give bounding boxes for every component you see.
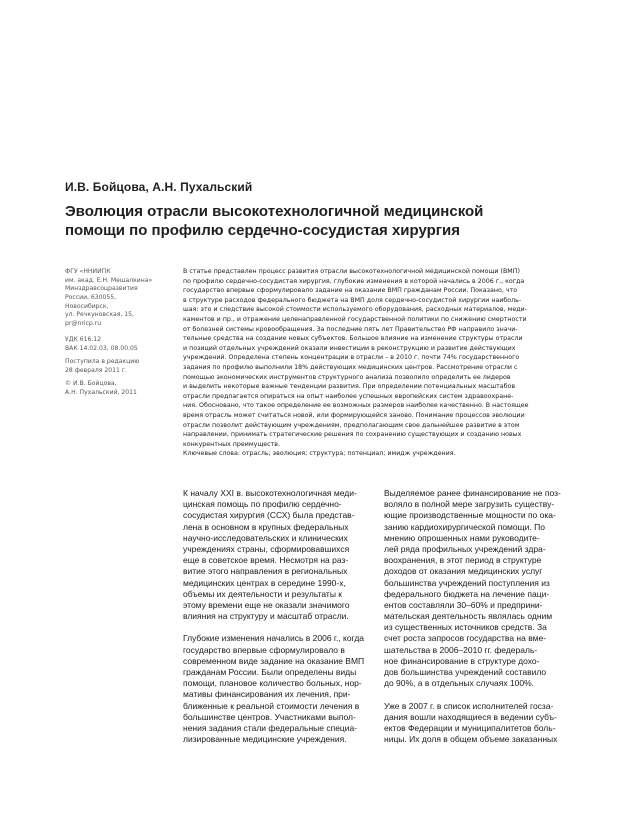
body-line: Глубокие изменения начались в 2006 г., когда bbox=[183, 633, 365, 644]
body-line: Уже в 2007 г. в список исполнителей госза- bbox=[384, 700, 554, 711]
body-line: гражданам России. Были определены виды bbox=[183, 667, 357, 677]
abstract-line: в структуре расходов федерального бюджета на ВМП доля сердечно-сосудистой хирургии наиболь- bbox=[183, 296, 522, 304]
affiliation-line: Новосибирск, bbox=[65, 302, 109, 310]
abstract-line: учреждений. Определена степень концентрации в отрасли – в 2010 г. почти 74% государственного bbox=[183, 354, 520, 362]
body-line: этому времени еще не оказали значимого bbox=[183, 599, 350, 610]
body-line: медицинских центрах в середине 1990-х, bbox=[183, 577, 346, 588]
affiliation-line: ул. Речкуновская, 15, bbox=[65, 311, 134, 319]
paragraph-gap bbox=[183, 622, 381, 633]
abstract-line: ния. Обосновано, что такое определение ее возможных размеров наиболее качественно. В настоящее bbox=[183, 402, 529, 410]
received-date bbox=[65, 358, 175, 375]
body-line: федерального бюджета на лечение паци- bbox=[384, 588, 550, 599]
abstract bbox=[183, 267, 581, 459]
body-line: воляло в полной мере загрузить существу- bbox=[384, 499, 555, 510]
abstract-line: государство впервые сформулировало задание на оказание ВМП гражданам России. Показано, что bbox=[183, 287, 518, 295]
body-line: воохранения, в этот период в структуре bbox=[384, 555, 542, 566]
body-line: до 90%, а в отдельных случаях 100%. bbox=[384, 678, 535, 689]
abstract-line: тельные средства на создание новых субъектов. Большое влияние на изменение структуры отрасли bbox=[183, 335, 523, 343]
copyright-line: © И.В. Бойцова, bbox=[65, 380, 117, 387]
body-line: научно-исследовательских и клинических bbox=[183, 532, 348, 543]
body-line: ное финансирование в структуре дохо- bbox=[384, 655, 540, 666]
body-line: ющие производственные мощности по ока- bbox=[384, 510, 556, 521]
body-line: доходов от оказания медицинских услуг bbox=[384, 566, 543, 577]
body-line: нения задания стали федеральные специа- bbox=[183, 722, 358, 733]
body-line: дов большинства учреждений составило bbox=[384, 667, 547, 677]
classification-line: УДК 616.12 bbox=[65, 336, 102, 343]
body-line: Выделяемое ранее финансирование не поз- bbox=[384, 488, 561, 498]
abstract-line: задания по профилю выполнили 18% действующих медицинских центров. Рассмотрение отрасли с bbox=[183, 363, 518, 371]
abstract-line: и выделить некоторые важные тенденции развития. При определении потенциальных масштабов bbox=[183, 383, 516, 391]
body-column-left bbox=[183, 488, 381, 745]
body-line: ницы. Их доля в общем объеме заказанных bbox=[384, 734, 558, 745]
article-title bbox=[65, 202, 565, 240]
body-line: лей ряда профильных учреждений здра- bbox=[384, 543, 546, 554]
affiliation-line: Минздравсоцразвития bbox=[65, 285, 138, 293]
body-line: К началу XXI в. высокотехнологичная меди- bbox=[183, 488, 357, 498]
body-line: большинстве центров. Участниками выпол- bbox=[183, 711, 356, 722]
title-line: Эволюция отрасли высокотехнологичной медицинской bbox=[65, 203, 484, 220]
keywords-line: Ключевые слова: отрасль; эволюция; структура; потенциал; имидж учреждения. bbox=[183, 450, 456, 458]
abstract-line: время отрасль может считаться новой, или формирующейся заново. Понимание процессов эволюции bbox=[183, 411, 525, 419]
abstract-line: конкурентных преимуществ. bbox=[183, 440, 280, 448]
body-line: ентов составляли 30–60% и предприни- bbox=[384, 599, 543, 610]
classification-line: ВАК 14.02.03, 08.00.05 bbox=[65, 344, 138, 352]
body-line: большинства учреждений поступления из bbox=[384, 577, 550, 588]
body-line: дания вошли находящиеся в ведении субъ- bbox=[384, 711, 557, 722]
affiliation-line: России, 630055, bbox=[65, 294, 117, 302]
body-line: из существенных источников средств. За bbox=[384, 622, 547, 633]
abstract-line: и позиций отдельных учреждений оказали инвестиции в реконструкцию и развитие действующих bbox=[183, 344, 516, 352]
affiliation-line: им. акад. Е.Н. Мешалкина» bbox=[65, 276, 153, 284]
body-line: влияния на структуру и масштаб отрасли. bbox=[183, 611, 349, 622]
body-line: мативы финансирования их лечения, при- bbox=[183, 689, 351, 700]
copyright-line: А.Н. Пухальский, 2011 bbox=[65, 388, 137, 396]
received-line: Поступила в редакцию bbox=[65, 358, 140, 365]
abstract-line: отрасли позволит действующим учреждениям, предполагающим свое дальнейшее развитие в этом bbox=[183, 421, 520, 429]
body-line: занию кардиохирургической помощи. По bbox=[384, 521, 545, 532]
body-line: ектов Федерации и муниципалитетов боль- bbox=[384, 722, 556, 733]
abstract-line: направлении, принимать стратегические решения по сохранению существующих и созданию новых bbox=[183, 431, 522, 439]
body-line: счет роста запросов государства на вме- bbox=[384, 633, 547, 644]
body-line: еще в советское время. Несмотря на раз- bbox=[183, 555, 349, 566]
title-line: помощи по профилю сердечно-сосудистая хирургия bbox=[65, 222, 461, 239]
body-line: шательства в 2006–2010 гг. федераль- bbox=[384, 644, 538, 655]
body-line: мательская деятельность являлась одним bbox=[384, 611, 553, 622]
body-line: ближенные к реальной стоимости лечения в bbox=[183, 700, 360, 711]
affiliation-line: pr@nricp.ru bbox=[65, 320, 102, 328]
body-line: сосудистая хирургия (ССХ) была представ- bbox=[183, 510, 355, 521]
body-line: цинская помощь по профилю сердечно- bbox=[183, 499, 342, 510]
body-line: витие этого направления в региональных bbox=[183, 566, 348, 577]
copyright bbox=[65, 380, 175, 397]
body-line: государство впервые сформулировало в bbox=[183, 644, 345, 655]
abstract-line: помощью экономических инструментов структурного анализа позволило определить ее лидеров bbox=[183, 373, 511, 381]
author-affiliation bbox=[65, 268, 175, 329]
authors: И.В. Бойцова, А.Н. Пухальский bbox=[65, 180, 253, 194]
received-line: 28 февраля 2011 г. bbox=[65, 366, 127, 374]
body-line: объемы их деятельности и результаты к bbox=[183, 588, 343, 599]
affiliation-line: ФГУ «ННИИПК bbox=[65, 268, 111, 275]
abstract-line: отрасли предлагается опираться на опыт наиболее успешных европейских систем здравоохране- bbox=[183, 392, 514, 400]
abstract-line: каментов и пр., и отражение целенаправленной государственной политики по снижению смертности bbox=[183, 315, 527, 323]
abstract-line: В статье представлен процесс развития отрасли высокотехнологичной медицинской помощи (ВМП) bbox=[183, 268, 520, 275]
body-line: лизированные медицинские учреждения. bbox=[183, 734, 347, 745]
body-line: мнению опрошенных нами руководите- bbox=[384, 532, 540, 543]
abstract-line: по профилю сердечно-сосудистая хирургия, глубокие изменения в которой начались в 2006 г., когда bbox=[183, 277, 525, 285]
abstract-line: шая: это и следствие высокой стоимости используемого оборудования, расходных материалов, меди- bbox=[183, 306, 527, 314]
classification-codes bbox=[65, 336, 175, 353]
abstract-line: от болезней системы кровообращения. За последние пять лет Правительство РФ направило значи- bbox=[183, 325, 518, 333]
body-line: помощи, плановое количество больных, нор- bbox=[183, 678, 362, 689]
body-line: учреждениях страны, сформировавшихся bbox=[183, 543, 350, 554]
paragraph-gap bbox=[384, 689, 582, 700]
body-line: современном виде задание на оказание ВМП bbox=[183, 655, 365, 666]
body-column-right bbox=[384, 488, 582, 745]
body-line: лена в основном в крупных федеральных bbox=[183, 521, 349, 532]
